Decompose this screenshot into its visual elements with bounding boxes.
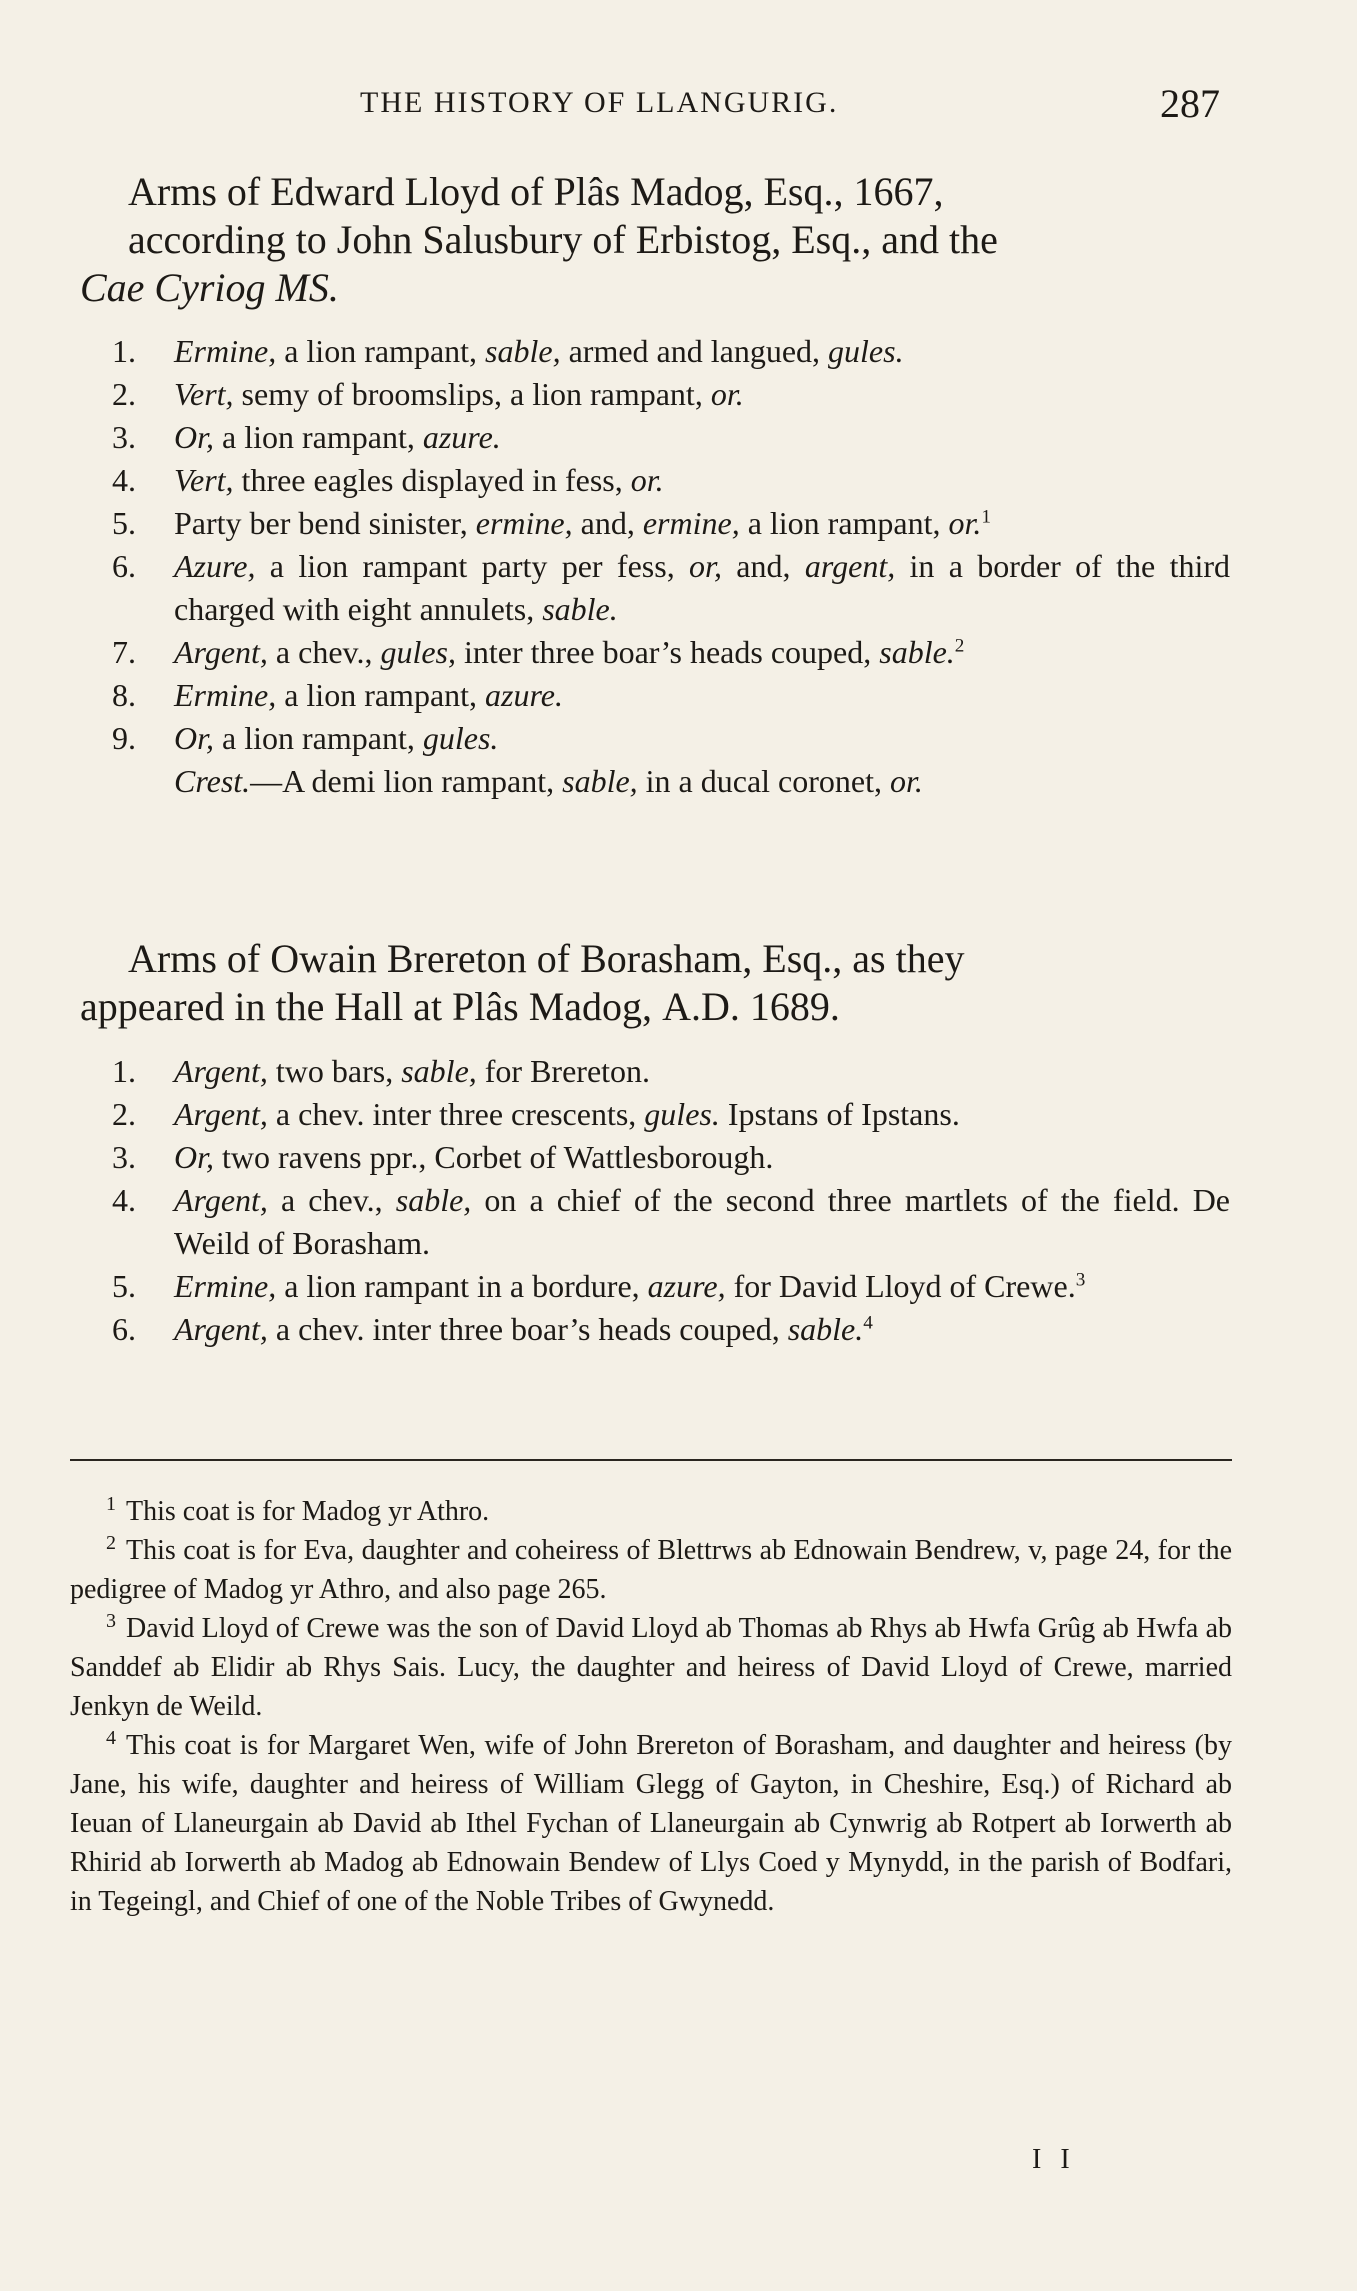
arms-item [112,1136,1230,1179]
item-text: in a ducal coronet, [637,763,890,799]
item-blazon [174,1265,1230,1308]
item-blazon [174,1136,1230,1179]
italic-term: Argent, [174,1096,268,1132]
italic-term: ermine, [642,505,740,541]
footnote [70,1531,1232,1609]
footnote-mark: 3 [106,1609,116,1632]
item-text: on a chief of the second three martlets of the field. De Weild of Borasham. [174,1182,1231,1261]
arms-item [112,330,1230,373]
footnote-ref: 3 [1075,1269,1086,1291]
section1-arms-list [112,330,1230,803]
running-head [360,80,1220,130]
item-text: a lion rampant, [276,333,486,369]
item-text: Party ber bend sinister, [174,505,476,541]
footnote-text: This coat is for Madog yr Athro. [126,1496,490,1527]
italic-term: sable, [562,763,638,799]
italic-term: sable, [485,333,561,369]
item-text: in a border of the third charged with eight annulets, [174,548,1231,627]
item-number: 6. [112,1311,136,1347]
item-number: 6. [112,548,136,584]
italic-term: Ermine, [174,677,277,713]
footnote-ref: 4 [863,1312,873,1334]
section1-heading-line: according to John Salusbury of Erbistog, Esq., and the [128,217,998,262]
footnote-text: David Lloyd of Crewe was the son of David Lloyd ab Thomas ab Rhys ab Hwfa Grûg ab Hwfa ab Sanddef ab Elidir ab Rhys Sais. Lucy, the daughter and heiress of David Lloyd of Crewe, married Jenkyn de Weild. [70,1613,1232,1722]
italic-term: azure, [647,1268,726,1304]
italic-term: gules. [828,333,904,369]
section2-arms-list [112,1050,1230,1351]
arms-item [112,1308,1230,1351]
item-blazon [174,1093,1230,1136]
item-blazon [174,459,1230,502]
section1-heading-ms: Cae Cyriog MS. [80,265,339,310]
footnote-mark: 1 [106,1492,116,1515]
running-head-title: THE HISTORY OF LLANGURIG. [360,86,839,119]
item-number: 9. [112,720,136,756]
item-text: armed and langued, [560,333,829,369]
arms-item [112,1093,1230,1136]
item-blazon [174,1050,1230,1093]
crest-blazon [174,760,1230,803]
footnote-text: This coat is for Margaret Wen, wife of John Brereton of Borasham, and daughter and heiress (by Jane, his wife, daughter and heiress of William Glegg of Gayton, in Cheshire, Esq.) of Richard ab Ieuan of Llaneurgain ab David ab Ithel Fychan of Llaneurgain ab Cynwrig ab Rotpert ab Iorwerth ab Rhirid ab Iorwerth ab Madog ab Ednowain Bendew of Llys Coed y Mynydd, in the parish of Bodfari, in Tegeingl, and Chief of one of the Noble Tribes of Gwynedd. [70,1730,1232,1917]
item-number: 1. [112,333,136,369]
italic-term: sable. [542,591,618,627]
italic-term: or. [710,376,744,412]
italic-term: sable, [395,1182,472,1218]
item-text: a chev., [267,634,381,670]
footnote-ref: 2 [954,635,965,657]
signature-mark: I I [1032,2144,1076,2175]
item-number: 4. [112,462,136,498]
italic-term: ermine, [475,505,573,541]
italic-term: Azure, [174,548,256,584]
item-text: Ipstans of Ipstans. [719,1096,960,1132]
item-text: two ravens ppr., Corbet of Wattlesborough. [214,1139,774,1175]
footnote-rule [70,1459,1232,1461]
italic-term: Or, [174,419,215,455]
section2-heading-text: appeared in the Hall at Plâs Madog, [80,984,663,1029]
item-blazon [174,330,1230,373]
item-number: 5. [112,505,136,541]
italic-term: gules. [422,720,499,756]
section2-heading-line [80,983,1230,1031]
italic-term: Argent, [174,1311,268,1347]
item-blazon [174,674,1230,717]
item-blazon [174,1308,1230,1351]
section2-heading-line: Arms of Owain Brereton of Borasham, Esq., as they [128,936,965,981]
arms-item [112,717,1230,760]
item-blazon [174,502,1230,545]
section1-heading [80,168,1230,312]
item-text: three eagles displayed in fess, [233,462,631,498]
footnote-ref: 1 [981,506,992,528]
item-text: a chev. inter three boar’s heads couped, [267,1311,788,1347]
italic-term: Or, [174,1139,215,1175]
item-text: a chev., [267,1182,396,1218]
italic-term: argent, [804,548,896,584]
item-number: 2. [112,376,136,412]
arms-item [112,459,1230,502]
italic-term: Ermine, [174,333,277,369]
item-text: a lion rampant, [214,419,423,455]
item-text: a chev. inter three crescents, [267,1096,645,1132]
italic-term: azure. [422,419,501,455]
italic-term: or. [890,763,923,799]
footnote [70,1492,1232,1531]
arms-item [112,373,1230,416]
italic-term: or, [689,548,722,584]
footnotes [70,1492,1232,1921]
item-number: 4. [112,1182,136,1218]
section1-heading-line: Arms of Edward Lloyd of Plâs Madog, Esq., 1667, [128,169,944,214]
section2-heading [80,935,1230,1031]
item-text: a lion rampant, [214,720,423,756]
item-number: 5. [112,1268,136,1304]
footnote [70,1726,1232,1921]
item-text: inter three boar’s heads couped, [455,634,880,670]
item-text: semy of broomslips, a lion rampant, [233,376,711,412]
item-number: 1. [112,1053,136,1089]
item-text: a lion rampant in a bordure, [276,1268,648,1304]
item-text: —A demi lion rampant, [250,763,563,799]
arms-item [112,1265,1230,1308]
item-text: a lion rampant, [276,677,486,713]
italic-term: sable. [879,634,955,670]
italic-term: Ermine, [174,1268,277,1304]
item-text: and, [572,505,643,541]
item-blazon [174,1179,1230,1265]
italic-term: sable, [401,1053,477,1089]
arms-item [112,502,1230,545]
item-blazon [174,717,1230,760]
italic-term: Argent, [174,1053,268,1089]
item-text: for Brereton. [476,1053,651,1089]
item-blazon [174,416,1230,459]
italic-term: or. [630,462,664,498]
italic-term: gules. [644,1096,720,1132]
crest-line [112,760,1230,803]
arms-item [112,416,1230,459]
footnote-text: This coat is for Eva, daughter and coheiress of Blettrws ab Ednowain Bendrew, v, page 24, for the pedigree of Madog yr Athro, and also page 265. [70,1535,1232,1605]
item-blazon [174,631,1230,674]
arms-item [112,674,1230,717]
footnote [70,1609,1232,1726]
italic-term: Crest. [174,763,251,799]
arms-item [112,545,1230,631]
item-text: for David Lloyd of Crewe. [725,1268,1076,1304]
footnote-mark: 2 [106,1531,116,1554]
page-number: 287 [1160,81,1220,126]
item-blazon [174,373,1230,416]
footnote-mark: 4 [106,1726,116,1749]
arms-item [112,1179,1230,1265]
item-number: 7. [112,634,136,670]
item-number: 3. [112,1139,136,1175]
italic-term: Argent, [174,634,268,670]
item-number: 2. [112,1096,136,1132]
italic-term: or. [948,505,982,541]
item-number: 3. [112,419,136,455]
italic-term: Argent, [174,1182,268,1218]
item-text: a lion rampant, [739,505,949,541]
italic-term: sable. [787,1311,864,1347]
arms-item [112,631,1230,674]
italic-term: azure. [485,677,563,713]
item-number: 8. [112,677,136,713]
section2-heading-ad: A.D. [662,984,740,1029]
item-text: and, [721,548,805,584]
arms-item [112,1050,1230,1093]
item-text: a lion rampant party per fess, [255,548,690,584]
section2-heading-year: 1689. [739,984,840,1029]
italic-term: Or, [174,720,215,756]
italic-term: Vert, [174,462,234,498]
item-blazon [174,545,1230,631]
italic-term: Vert, [174,376,234,412]
italic-term: gules, [380,634,456,670]
item-text: two bars, [267,1053,402,1089]
